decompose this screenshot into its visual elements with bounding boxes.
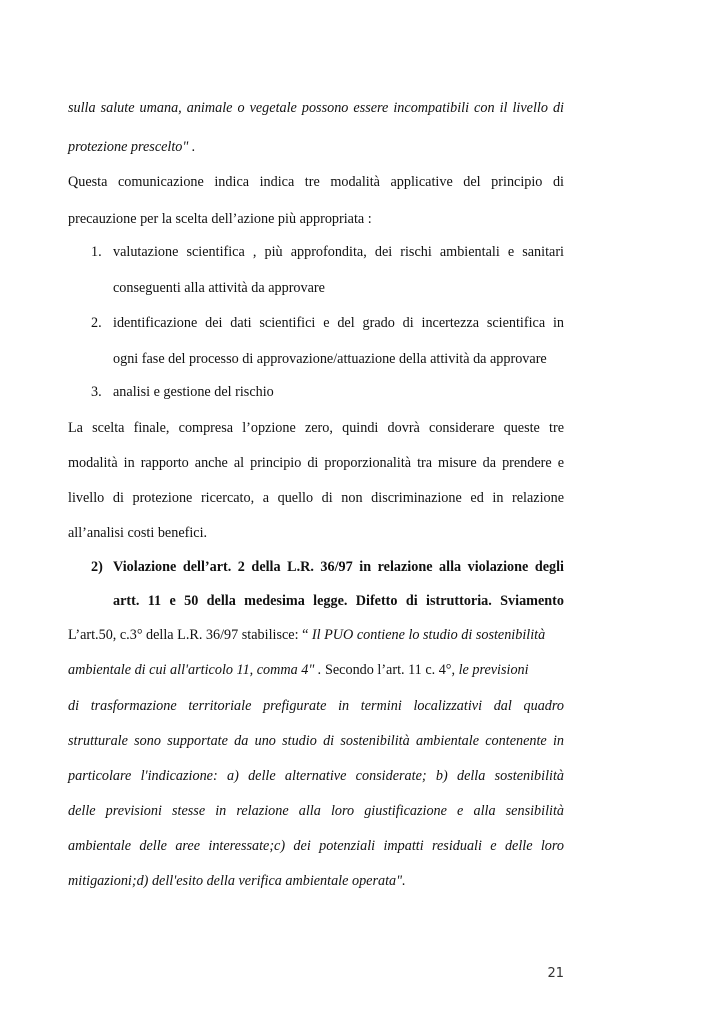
section-heading-continuation: artt. 11 e 50 della medesima legge. Difetto di istruttoria. Sviamento <box>113 593 564 609</box>
text-line: Questa comunicazione indica indica tre modalità applicative del principio di <box>68 174 564 190</box>
text-run: L’art.50, c.3° della L.R. 36/97 stabilisce: “ <box>68 627 312 643</box>
list-item-text: identificazione dei dati scientifici e del grado di incertezza scientifica in <box>113 315 564 331</box>
text-line <box>68 626 564 644</box>
list-item <box>91 314 564 332</box>
quoted-text: le previsioni <box>458 662 529 678</box>
text-line <box>68 661 564 679</box>
list-number: 2. <box>91 315 102 331</box>
list-number: 3. <box>91 384 102 400</box>
text-run: Secondo l’art. 11 c. 4°, <box>321 662 459 678</box>
section-heading <box>91 558 564 576</box>
list-item-continuation: ogni fase del processo di approvazione/attuazione della attività da approvare <box>113 351 547 367</box>
text-line: delle previsioni stesse in relazione alla loro giustificazione e alla sensibilità <box>68 803 564 819</box>
text-line: livello di protezione ricercato, a quello di non discriminazione ed in relazione <box>68 490 564 506</box>
quoted-text: ambientale di cui all'articolo 11, comma 4" . <box>68 662 322 678</box>
text-line: ambientale delle aree interessate;c) dei potenziali impatti residuali e delle loro <box>68 838 564 854</box>
text-line: protezione prescelto" . <box>68 139 196 155</box>
text-line: precauzione per la scelta dell’azione più appropriata : <box>68 211 372 227</box>
text-line: mitigazioni;d) dell'esito della verifica ambientale operata". <box>68 873 406 889</box>
heading-number: 2) <box>91 559 103 575</box>
list-item-continuation: conseguenti alla attività da approvare <box>113 280 325 296</box>
text-line: particolare l'indicazione: a) delle alternative considerate; b) della sostenibilità <box>68 768 564 784</box>
quoted-text: Il PUO contiene lo studio di sostenibilità <box>311 627 546 643</box>
text-line: di trasformazione territoriale prefigurate in termini localizzativi dal quadro <box>68 698 564 714</box>
text-line: strutturale sono supportate da uno studio di sostenibilità ambientale contenente in <box>68 733 564 749</box>
list-number: 1. <box>91 244 102 260</box>
text-line: La scelta finale, compresa l’opzione zero, quindi dovrà considerare queste tre <box>68 420 564 436</box>
list-item <box>91 243 564 261</box>
text-line: modalità in rapporto anche al principio di proporzionalità tra misure da prendere e <box>68 455 564 471</box>
list-item <box>91 383 564 401</box>
list-item-text: valutazione scientifica , più approfondita, dei rischi ambientali e sanitari <box>113 244 564 260</box>
text-line: sulla salute umana, animale o vegetale possono essere incompatibili con il livello di <box>68 100 564 116</box>
heading-text: Violazione dell’art. 2 della L.R. 36/97 in relazione alla violazione degli <box>113 559 564 575</box>
page-number: 21 <box>547 966 564 981</box>
list-item-text: analisi e gestione del rischio <box>113 384 274 400</box>
text-line: all’analisi costi benefici. <box>68 525 208 541</box>
